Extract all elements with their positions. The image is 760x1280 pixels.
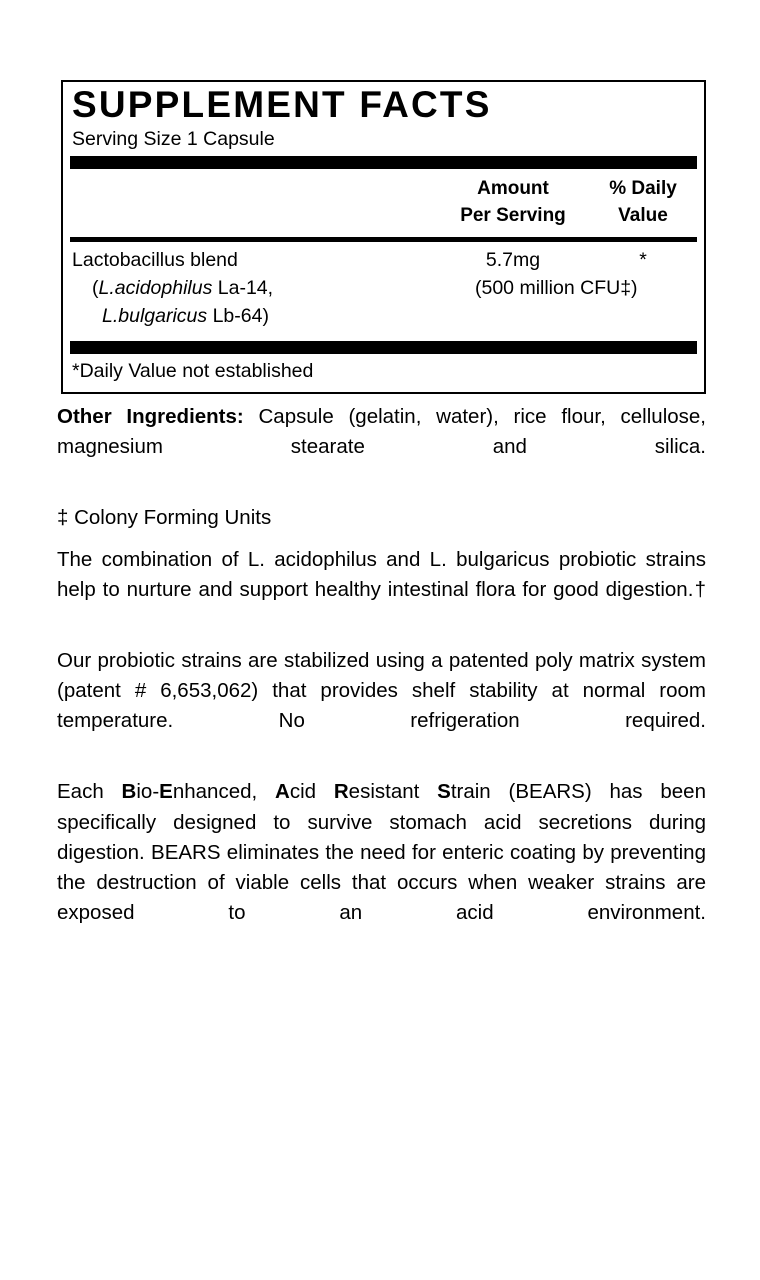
bears-letter-s: S [437,780,451,804]
table-row [70,302,697,330]
column-header-daily-value [589,176,697,230]
supplement-facts-title: SUPPLEMENT FACTS [72,84,492,125]
bears-text-remainder: train (BEARS) has been specifically designed to survive stomach acid secretions during digestion. BEARS eliminates the need for enteric coating by preventing the destruction of viable cells that occurs when weaker strains are exposed to an acid environment. [57,780,706,924]
dv-header-line1: % Daily [609,177,677,199]
supplement-facts-panel [61,80,706,394]
bears-letter-e: E [159,780,173,804]
sub-open-paren: ( [92,276,99,299]
strain-code-lb64: Lb-64) [207,305,269,328]
other-ingredients-text: Capsule (gelatin, water), rice flour, cellulose, magnesium stearate and silica. [57,405,706,459]
species-name-bulgaricus: L.bulgaricus [102,305,208,328]
nutrient-daily-value: * [639,248,647,271]
column-header-amount [437,176,589,230]
stabilization-paragraph: Our probiotic strains are stabilized using a patented poly matrix system (patent # 6,653,062) that provides shelf stability at normal room temperature. No refrigeration required. [57,648,706,733]
species-name-acidophilus: L.acidophilus [98,276,213,299]
table-row [70,274,697,302]
nutrient-subname [70,302,465,330]
cfu-legend: ‡ Colony Forming Units [57,506,272,530]
amount-header-line1: Amount [477,177,549,199]
bears-lead: Each [57,780,122,804]
daily-value-footnote: *Daily Value not established [72,360,314,383]
other-ingredients-paragraph [57,402,706,492]
column-headers-row [70,169,697,237]
header-thick-rule [70,156,697,169]
dv-header-line2: Value [618,204,668,226]
bears-paragraph [57,777,706,958]
bears-letter-a: A [275,780,290,804]
bears-letter-r: R [333,780,349,804]
nutrient-subamount-cfu: (500 million CFU‡) [475,276,638,299]
combination-paragraph: The combination of L. acidophilus and L. bulgaricus probiotic strains help to nurture and support healthy intestinal flora for good digestion.† [57,547,706,601]
other-ingredients-label: Other Ingredients: [57,405,244,428]
bears-text-io: io- [136,780,160,804]
supplement-facts-inner [63,86,704,392]
amount-header-line2: Per Serving [460,204,566,226]
strain-code-la14: La-14, [212,276,274,299]
label-body-copy [57,402,706,958]
nutrient-name: Lactobacillus blend [72,248,238,271]
bears-text-nhanced: nhanced, [172,780,276,804]
table-row [70,246,697,274]
nutrient-rows [70,242,697,337]
footer-thick-rule [70,341,697,354]
bears-text-esistant: esistant [348,780,438,804]
nutrient-amount: 5.7mg [485,248,541,271]
bears-text-cid: cid [289,780,334,804]
bears-letter-b: B [121,780,137,804]
serving-size-text: Serving Size 1 Capsule [72,127,275,150]
nutrient-subname [70,274,465,302]
